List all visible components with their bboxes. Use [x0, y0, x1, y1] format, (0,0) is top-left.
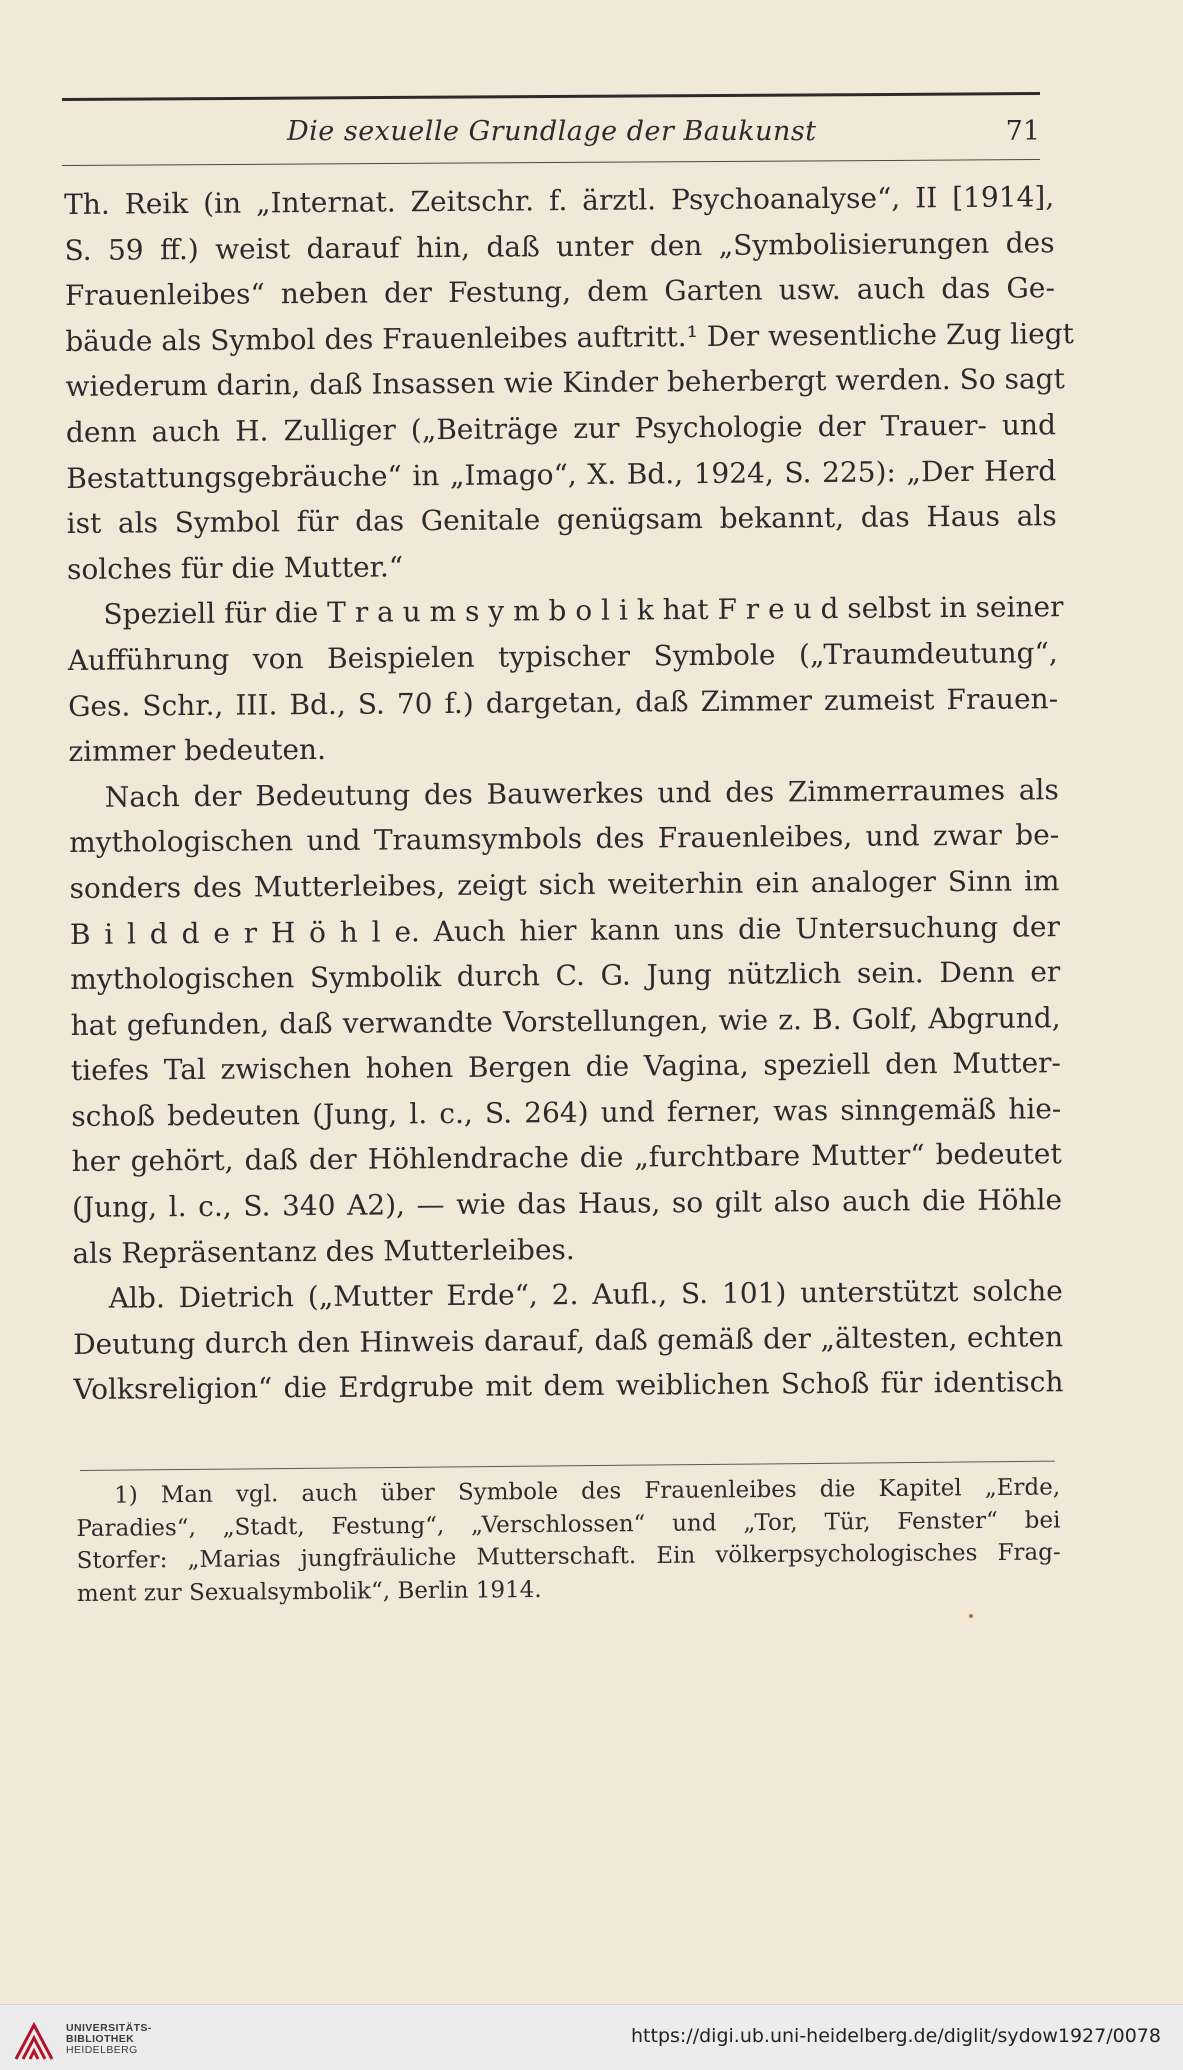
paper-speck	[969, 1614, 973, 1618]
header-rule-thin	[62, 159, 1040, 166]
viewer-footer-bar	[0, 2004, 1183, 2070]
text-line: mythologischen und Traumsymbols des Frauenleibes, und zwar be-	[69, 818, 1060, 860]
library-name-line: UNIVERSITÄTS-	[66, 2022, 152, 2034]
text-line: als Repräsentanz des Mutterleibes.	[72, 1232, 575, 1270]
text-line: ist als Symbol für das Genitale genügsam bekannt, das Haus als	[66, 499, 1057, 541]
university-library-logo-icon[interactable]	[12, 2019, 56, 2063]
text-line: denn auch H. Zulliger („Beiträge zur Psychologie der Trauer- und	[65, 408, 1057, 449]
text-line: Bestattungsgebräuche“ in „Imago“, X. Bd., 1924, S. 225): „Der Herd	[66, 453, 1057, 495]
footnote-line: 1) Man vgl. auch über Symbole des Frauenleibes die Kapitel „Erde,	[114, 1474, 1061, 1509]
text-line: Ges. Schr., III. Bd., S. 70 f.) dargetan, daß Zimmer zumeist Frauen-	[67, 681, 1059, 723]
text-line: Aufführung von Beispielen typischer Symbole („Traumdeutung“,	[67, 636, 1058, 677]
main-text	[64, 174, 1075, 1413]
text-line: sonders des Mutterleibes, zeigt sich weiterhin ein analoger Sinn im	[69, 864, 1060, 905]
text-line: Deutung durch den Hinweis darauf, daß gemäß der „ältesten, echten	[72, 1320, 1064, 1361]
running-header	[62, 112, 1040, 156]
text-line: bäude als Symbol des Frauenleibes auftritt.¹ Der wesentliche Zug liegt	[65, 316, 1075, 358]
text-line: Th. Reik (in „Internat. Zeitschr. f. ärztl. Psychoanalyse“, II [1914],	[64, 180, 1055, 221]
text-line: tiefes Tal zwischen hohen Bergen die Vagina, speziell den Mutter-	[70, 1046, 1062, 1088]
header-rule-thick	[62, 92, 1040, 101]
text-line: B i l d d e r H ö h l e. Auch hier kann uns die Untersuchung der	[69, 909, 1061, 951]
page-number: 71	[1005, 116, 1040, 147]
footnote-line: Paradies“, „Stadt, Festung“, „Verschlossen“ und „Tor, Tür, Fenster“ bei	[76, 1506, 1061, 1542]
text-line: Frauenleibes“ neben der Festung, dem Garten usw. auch das Ge-	[64, 271, 1055, 313]
text-line: Nach der Bedeutung des Bauwerkes und des Zimmerraumes als	[104, 772, 1059, 814]
text-line: hat gefunden, daß verwandte Vorstellungen, wie z. B. Golf, Abgrund,	[70, 1000, 1061, 1042]
permalink-url[interactable]: https://digi.ub.uni-heidelberg.de/diglit/sydow1927/0078	[631, 2025, 1161, 2047]
footnote-rule	[80, 1461, 1055, 1471]
text-line: S. 59 ff.) weist darauf hin, daß unter den „Symbolisierungen des	[64, 225, 1055, 267]
text-line: solches für die Mutter.“	[66, 550, 404, 586]
text-line: mythologischen Symbolik durch C. G. Jung nützlich sein. Denn er	[70, 955, 1061, 997]
library-name-line: BIBLIOTHEK	[66, 2033, 135, 2045]
footnote-line: Storfer: „Marias jungfräuliche Mutterschaft. Ein völkerpsychologisches Frag-	[76, 1539, 1061, 1574]
text-line: (Jung, l. c., S. 340 A2), — wie das Haus, so gilt also auch die Höhle	[71, 1183, 1063, 1225]
library-name	[66, 2023, 152, 2056]
text-line: schoß bedeuten (Jung, l. c., S. 264) und ferner, was sinngemäß hie-	[71, 1092, 1062, 1133]
text-line: Speziell für die T r a u m s y m b o l i k hat F r e u d selbst in seiner	[103, 590, 1064, 632]
text-line: her gehört, daß der Höhlendrache die „furchtbare Mutter“ bedeutet	[71, 1137, 1062, 1179]
library-name-line: HEIDELBERG	[66, 2044, 138, 2056]
text-line: zimmer bedeuten.	[68, 733, 327, 769]
footnote	[76, 1471, 1061, 1610]
text-line: Alb. Dietrich („Mutter Erde“, 2. Aufl., S. 101) unterstützt solche	[108, 1274, 1063, 1315]
text-line: Volksreligion“ die Erdgrube mit dem weiblichen Schoß für identisch	[73, 1365, 1064, 1407]
text-line: wiederum darin, daß Insassen wie Kinder beherbergt werden. So sagt	[65, 362, 1065, 404]
footnote-line: ment zur Sexualsymbolik“, Berlin 1914.	[76, 1576, 542, 1607]
running-title: Die sexuelle Grundlage der Baukunst	[287, 116, 817, 147]
